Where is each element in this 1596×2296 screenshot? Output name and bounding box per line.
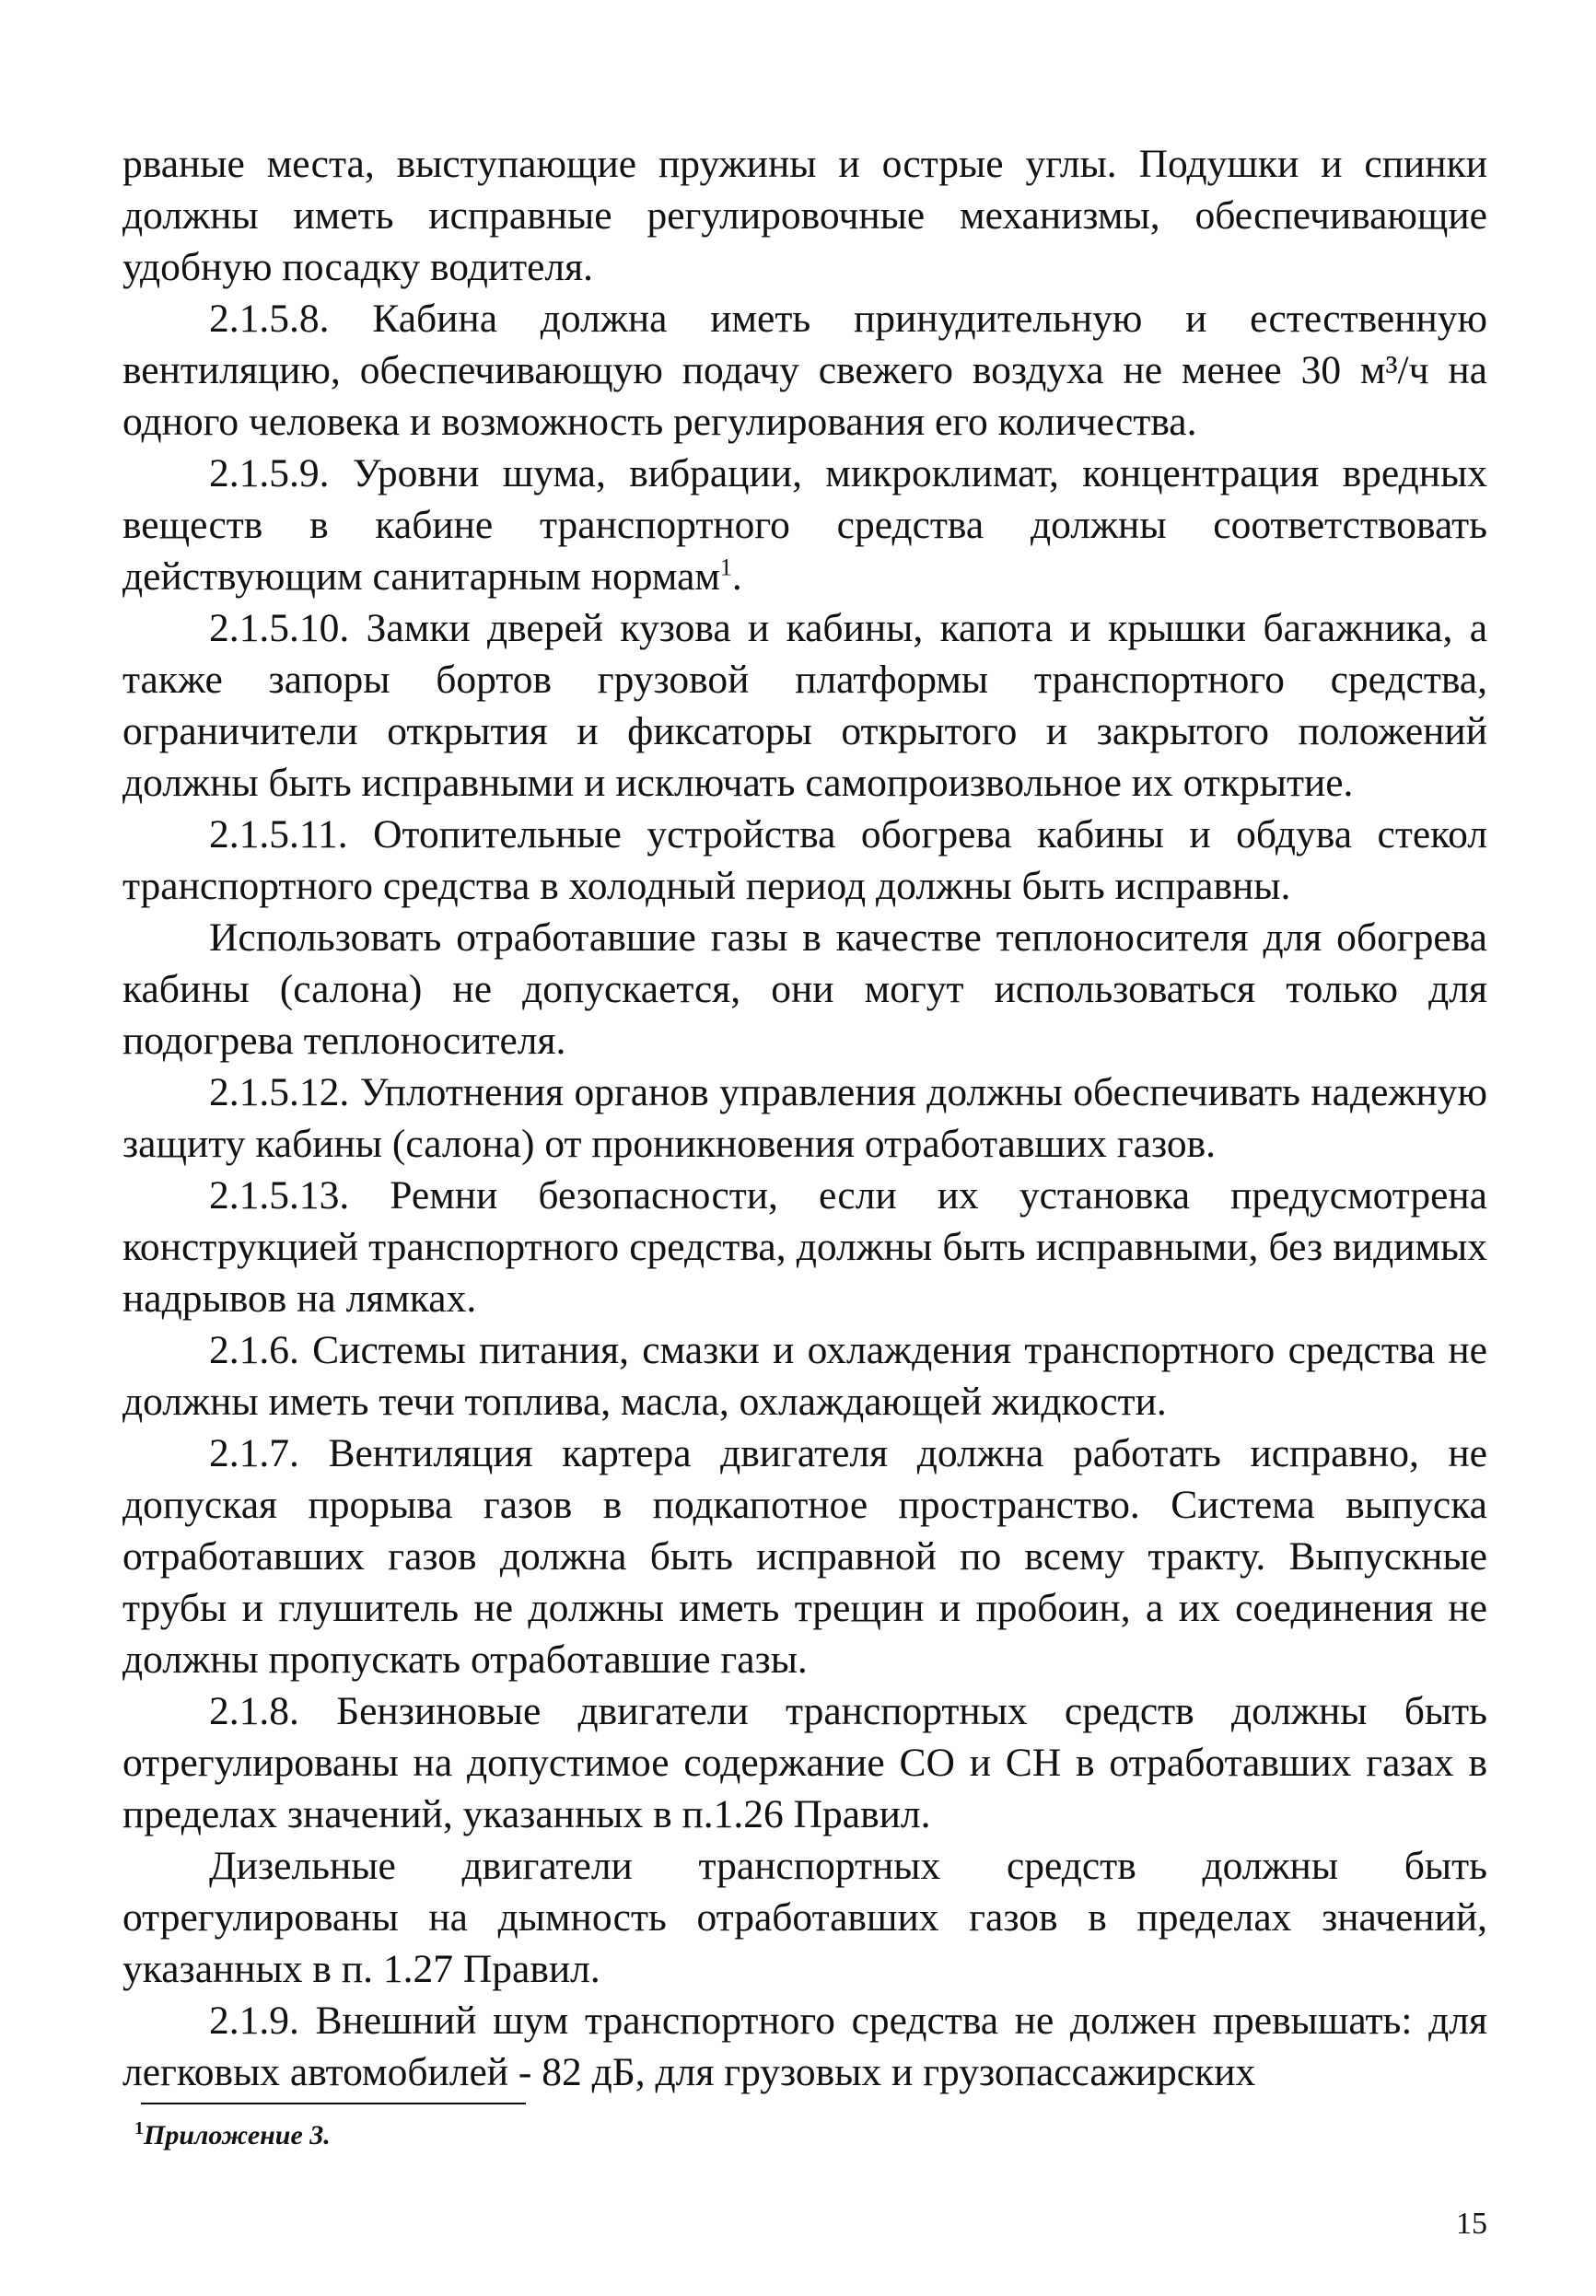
- paragraph-2-1-5-12: 2.1.5.12. Уплотнения органов управления должны обеспечивать надежную защиту кабины (салона) от проникновения отработавших газов.: [122, 1070, 1487, 1166]
- paragraph-2-1-5-8: 2.1.5.8. Кабина должна иметь принудительную и естественную вентиляцию, обеспечивающую подачу свежего воздуха не менее 30 м³/ч на одного человека и возможность регулирования его количества.: [122, 297, 1487, 444]
- paragraph-2-1-5-13: 2.1.5.13. Ремни безопасности, если их установка предусмотрена конструкцией транспортного средства, должны быть исправными, без видимых надрывов на лямках.: [122, 1173, 1487, 1321]
- paragraph-2-1-5-11: 2.1.5.11. Отопительные устройства обогрева кабины и обдува стекол транспортного средства в холодный период должны быть исправны.: [122, 812, 1487, 908]
- paragraph-2-1-5-10: 2.1.5.10. Замки дверей кузова и кабины, капота и крышки багажника, а также запоры бортов грузовой платформы транспортного средства, ограничители открытия и фиксаторы открытого и закрытого положений должны быть исправными и исключать самопроизвольное их открытие.: [122, 606, 1487, 805]
- body-text: [122, 138, 1487, 2098]
- paragraph-continuation: рваные места, выступающие пружины и острые углы. Подушки и спинки должны иметь исправные регулировочные механизмы, обеспечивающие удобную посадку водителя.: [122, 142, 1487, 289]
- paragraph-2-1-5-9: [122, 448, 1487, 602]
- paragraph-2-1-8: 2.1.8. Бензиновые двигатели транспортных средств должны быть отрегулированы на допустимое содержание СО и СН в отработавших газах в пределах значений, указанных в п.1.26 Правил.: [122, 1689, 1487, 1836]
- footnote-reference-period: .: [731, 554, 742, 599]
- paragraph-diesel-engines: Дизельные двигатели транспортных средств должны быть отрегулированы на дымность отработавших газов в пределах значений, указанных в п. 1.27 Правил.: [122, 1844, 1487, 1991]
- paragraph-2-1-6: 2.1.6. Системы питания, смазки и охлаждения транспортного средства не должны иметь течи топлива, масла, охлаждающей жидкости.: [122, 1328, 1487, 1424]
- footnote-divider: [141, 2103, 526, 2104]
- footnote-marker: 1: [134, 2118, 144, 2139]
- paragraph-2-1-7: 2.1.7. Вентиляция картера двигателя должна работать исправно, не допуская прорыва газов в подкапотное пространство. Система выпуска отработавших газов должна быть исправной по всему тракту. Выпускные трубы и глушитель не должны иметь трещин и пробоин, а их соединения не должны пропускать отработавшие газы.: [122, 1431, 1487, 1682]
- footnote: [134, 2118, 331, 2153]
- paragraph-2-1-5-9-text: 2.1.5.9. Уровни шума, вибрации, микроклимат, концентрация вредных веществ в кабине транспортного средства должны соответствовать действующим санитарным нормам: [122, 451, 1487, 599]
- footnote-text: Приложение 3.: [144, 2120, 331, 2150]
- paragraph-2-1-9: 2.1.9. Внешний шум транспортного средства не должен превышать: для легковых автомобилей - 82 дБ, для грузовых и грузопассажирских: [122, 1999, 1487, 2094]
- footnote-reference[interactable]: 1: [719, 554, 732, 581]
- page-number: 15: [1456, 2207, 1487, 2241]
- paragraph-exhaust-gases: Использовать отработавшие газы в качестве теплоносителя для обогрева кабины (салона) не допускается, они могут использоваться только для подогрева теплоносителя.: [122, 915, 1487, 1063]
